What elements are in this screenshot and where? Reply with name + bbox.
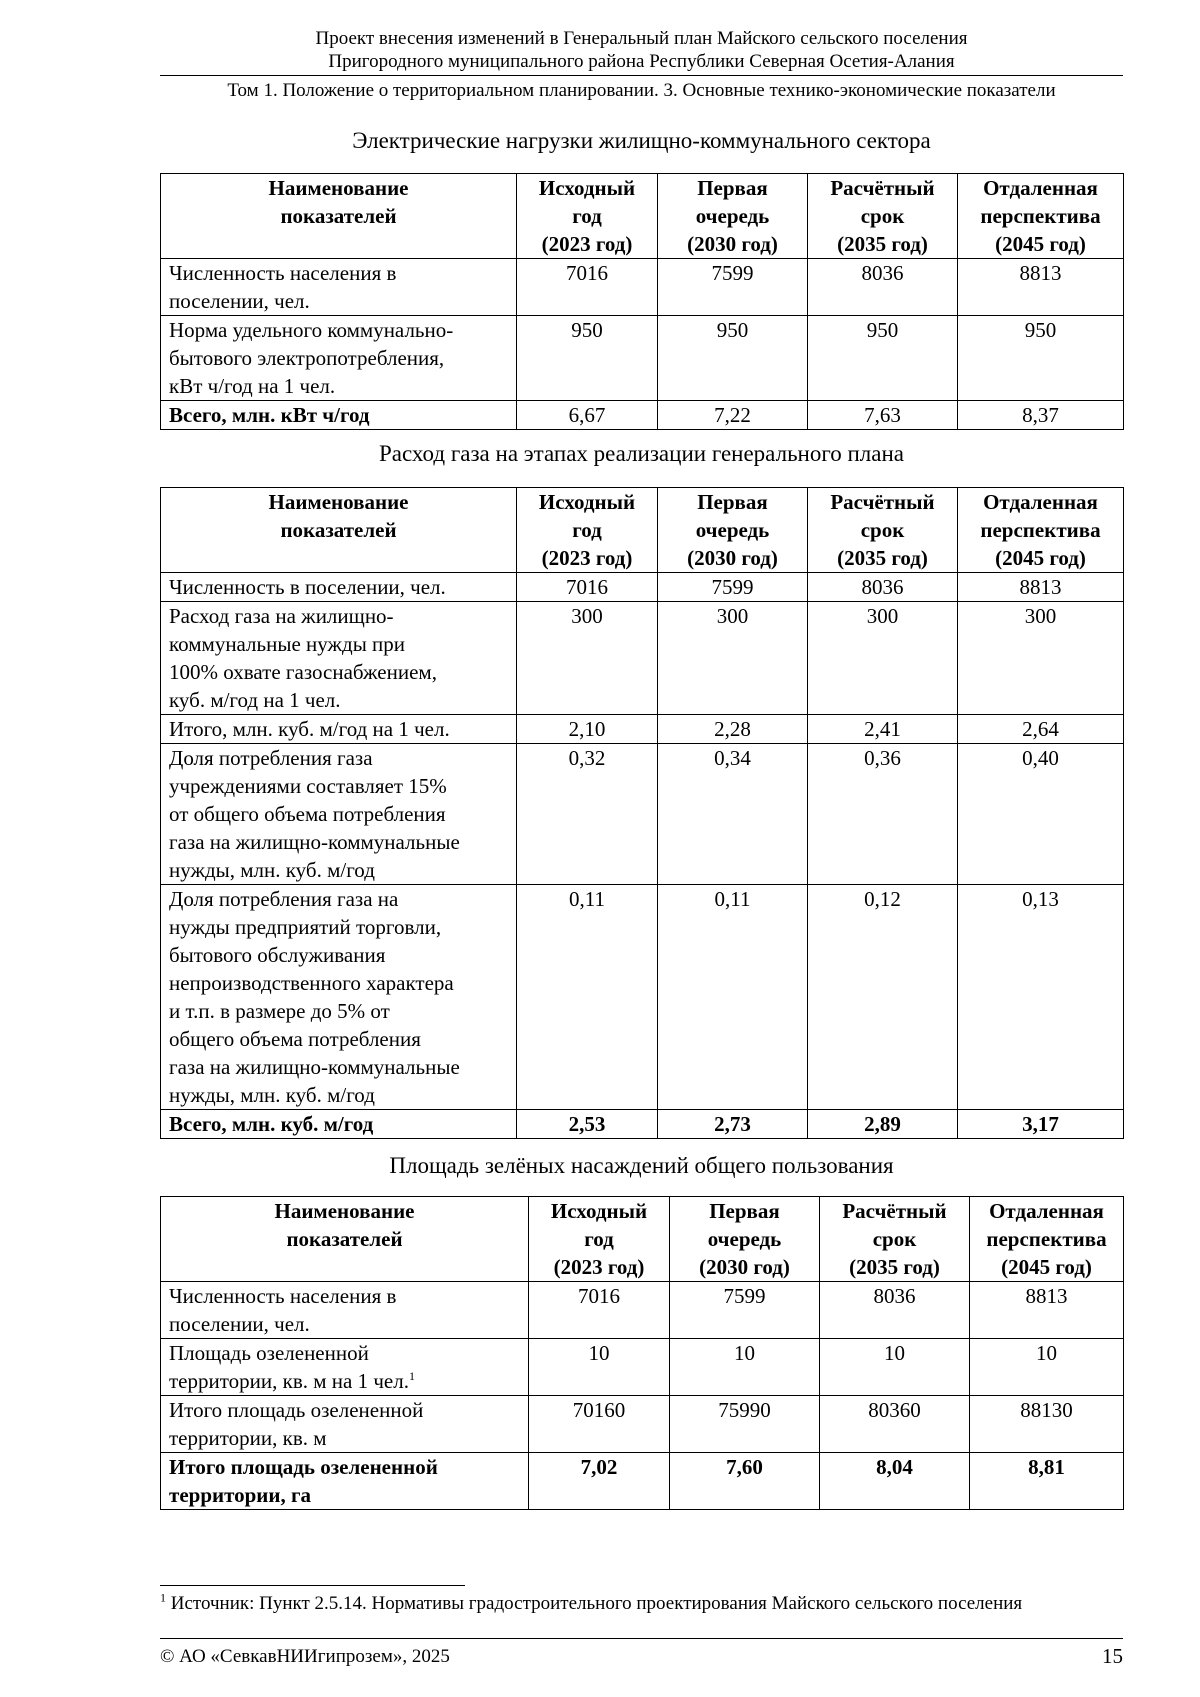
value-cell: 950 [517, 316, 658, 401]
footnote-number: 1 [160, 1590, 166, 1605]
row-label: Доля потребления газа учреждениями составляет 15% от общего объема потребления газа на жилищно-коммунальные нужды, млн. куб. м/год [161, 744, 517, 885]
value-cell: 300 [808, 602, 958, 715]
value-cell: 0,11 [517, 885, 658, 1110]
table-total-row [161, 1453, 1124, 1510]
row-label: Итого, млн. куб. м/год на 1 чел. [161, 715, 517, 744]
value-cell: 8813 [958, 259, 1124, 316]
value-cell: 2,53 [517, 1110, 658, 1139]
row-label: Численность населения в поселении, чел. [161, 1282, 529, 1339]
header-2023: Исходный год (2023 год) [517, 174, 658, 259]
header-2035: Расчётный срок (2035 год) [820, 1197, 970, 1282]
value-cell: 7,02 [529, 1453, 670, 1510]
value-cell: 950 [808, 316, 958, 401]
header-2030: Первая очередь (2030 год) [670, 1197, 820, 1282]
value-cell: 7,60 [670, 1453, 820, 1510]
footer-rule [160, 1638, 1123, 1639]
table-row [161, 1339, 1124, 1396]
row-label: Расход газа на жилищно- коммунальные нужды при 100% охвате газоснабжением, куб. м/год на 1 чел. [161, 602, 517, 715]
value-cell: 0,11 [658, 885, 808, 1110]
table2-title: Расход газа на этапах реализации генерального плана [379, 441, 904, 466]
header-name: Наименование показателей [161, 174, 517, 259]
header-2030: Первая очередь (2030 год) [658, 488, 808, 573]
header-2035: Расчётный срок (2035 год) [808, 174, 958, 259]
value-cell: 7,63 [808, 401, 958, 430]
table-row [161, 573, 1124, 602]
value-cell: 2,41 [808, 715, 958, 744]
table-row [161, 316, 1124, 401]
header-line-3: Том 1. Положение о территориальном планировании. 3. Основные технико-экономические показатели [227, 80, 1056, 101]
header-name: Наименование показателей [161, 1197, 529, 1282]
value-cell: 10 [670, 1339, 820, 1396]
value-cell: 2,64 [958, 715, 1124, 744]
header-2045: Отдаленная перспектива (2045 год) [958, 488, 1124, 573]
electric-load-table [160, 173, 1124, 430]
table-header-row [161, 1197, 1124, 1282]
value-cell: 0,34 [658, 744, 808, 885]
header-2045: Отдаленная перспектива (2045 год) [958, 174, 1124, 259]
value-cell: 0,13 [958, 885, 1124, 1110]
value-cell: 0,36 [808, 744, 958, 885]
value-cell: 8036 [808, 573, 958, 602]
value-cell: 8,37 [958, 401, 1124, 430]
value-cell: 6,67 [517, 401, 658, 430]
table-row [161, 1396, 1124, 1453]
value-cell: 300 [517, 602, 658, 715]
table-row [161, 885, 1124, 1110]
value-cell: 2,73 [658, 1110, 808, 1139]
value-cell: 950 [958, 316, 1124, 401]
value-cell: 3,17 [958, 1110, 1124, 1139]
table-row [161, 1282, 1124, 1339]
value-cell: 75990 [670, 1396, 820, 1453]
value-cell: 8813 [958, 573, 1124, 602]
footnote-text: Источник: Пункт 2.5.14. Нормативы градостроительного проектирования Майского сельского поселения [170, 1593, 1023, 1614]
table-row [161, 744, 1124, 885]
value-cell: 300 [958, 602, 1124, 715]
value-cell: 7599 [658, 573, 808, 602]
header-2023: Исходный год (2023 год) [529, 1197, 670, 1282]
value-cell: 80360 [820, 1396, 970, 1453]
table-header-row [161, 488, 1124, 573]
value-cell: 7599 [670, 1282, 820, 1339]
row-label: Всего, млн. куб. м/год [161, 1110, 517, 1139]
value-cell: 8036 [820, 1282, 970, 1339]
value-cell: 0,12 [808, 885, 958, 1110]
value-cell: 7,22 [658, 401, 808, 430]
value-cell: 0,40 [958, 744, 1124, 885]
header-2045: Отдаленная перспектива (2045 год) [970, 1197, 1124, 1282]
header-rule [160, 75, 1123, 76]
value-cell: 2,28 [658, 715, 808, 744]
value-cell: 10 [529, 1339, 670, 1396]
header-name: Наименование показателей [161, 488, 517, 573]
value-cell: 2,89 [808, 1110, 958, 1139]
value-cell: 7016 [517, 259, 658, 316]
footnote [160, 1592, 1123, 1616]
value-cell: 0,32 [517, 744, 658, 885]
value-cell: 8,04 [820, 1453, 970, 1510]
value-cell: 7016 [529, 1282, 670, 1339]
value-cell: 950 [658, 316, 808, 401]
value-cell: 8,81 [970, 1453, 1124, 1510]
row-label: Норма удельного коммунально- бытового электропотребления, кВт ч/год на 1 чел. [161, 316, 517, 401]
row-label: Доля потребления газа на нужды предприятий торговли, бытового обслуживания непроизводственного характера и т.п. в размере до 5% от общего объема потребления газа на жилищно-коммунальные нужды, млн. куб. м/год [161, 885, 517, 1110]
table-row [161, 259, 1124, 316]
table-total-row [161, 1110, 1124, 1139]
header-2023: Исходный год (2023 год) [517, 488, 658, 573]
value-cell: 70160 [529, 1396, 670, 1453]
value-cell: 10 [970, 1339, 1124, 1396]
row-label: Итого площадь озелененной территории, га [161, 1453, 529, 1510]
gas-consumption-table [160, 487, 1124, 1139]
row-label: Численность в поселении, чел. [161, 573, 517, 602]
copyright: © АО «СевкавНИИгипрозем», 2025 [160, 1646, 450, 1667]
header-line-2: Пригородного муниципального района Республики Северная Осетия-Алания [328, 51, 955, 72]
row-label: Площадь озелененной территории, кв. м на 1 чел.$^1$ [161, 1339, 529, 1396]
table-header-row [161, 174, 1124, 259]
footnote-mark: 1 [408, 1369, 415, 1383]
row-label: Всего, млн. кВт ч/год [161, 401, 517, 430]
table3-title: Площадь зелёных насаждений общего пользования [389, 1153, 894, 1178]
header-line-1: Проект внесения изменений в Генеральный план Майского сельского поселения [315, 28, 968, 49]
value-cell: 8036 [808, 259, 958, 316]
value-cell: 10 [820, 1339, 970, 1396]
footnote-rule [160, 1585, 465, 1586]
header-2035: Расчётный срок (2035 год) [808, 488, 958, 573]
table-row [161, 715, 1124, 744]
table1-title: Электрические нагрузки жилищно-коммунального сектора [352, 128, 931, 153]
value-cell: 300 [658, 602, 808, 715]
row-label: Численность населения в поселении, чел. [161, 259, 517, 316]
green-areas-table [160, 1196, 1124, 1510]
header-2030: Первая очередь (2030 год) [658, 174, 808, 259]
table-row [161, 602, 1124, 715]
table-row [161, 401, 1124, 430]
page-number: 15 [1102, 1644, 1123, 1668]
value-cell: 88130 [970, 1396, 1124, 1453]
row-label: Итого площадь озелененной территории, кв. м [161, 1396, 529, 1453]
value-cell: 2,10 [517, 715, 658, 744]
value-cell: 7016 [517, 573, 658, 602]
value-cell: 8813 [970, 1282, 1124, 1339]
value-cell: 7599 [658, 259, 808, 316]
